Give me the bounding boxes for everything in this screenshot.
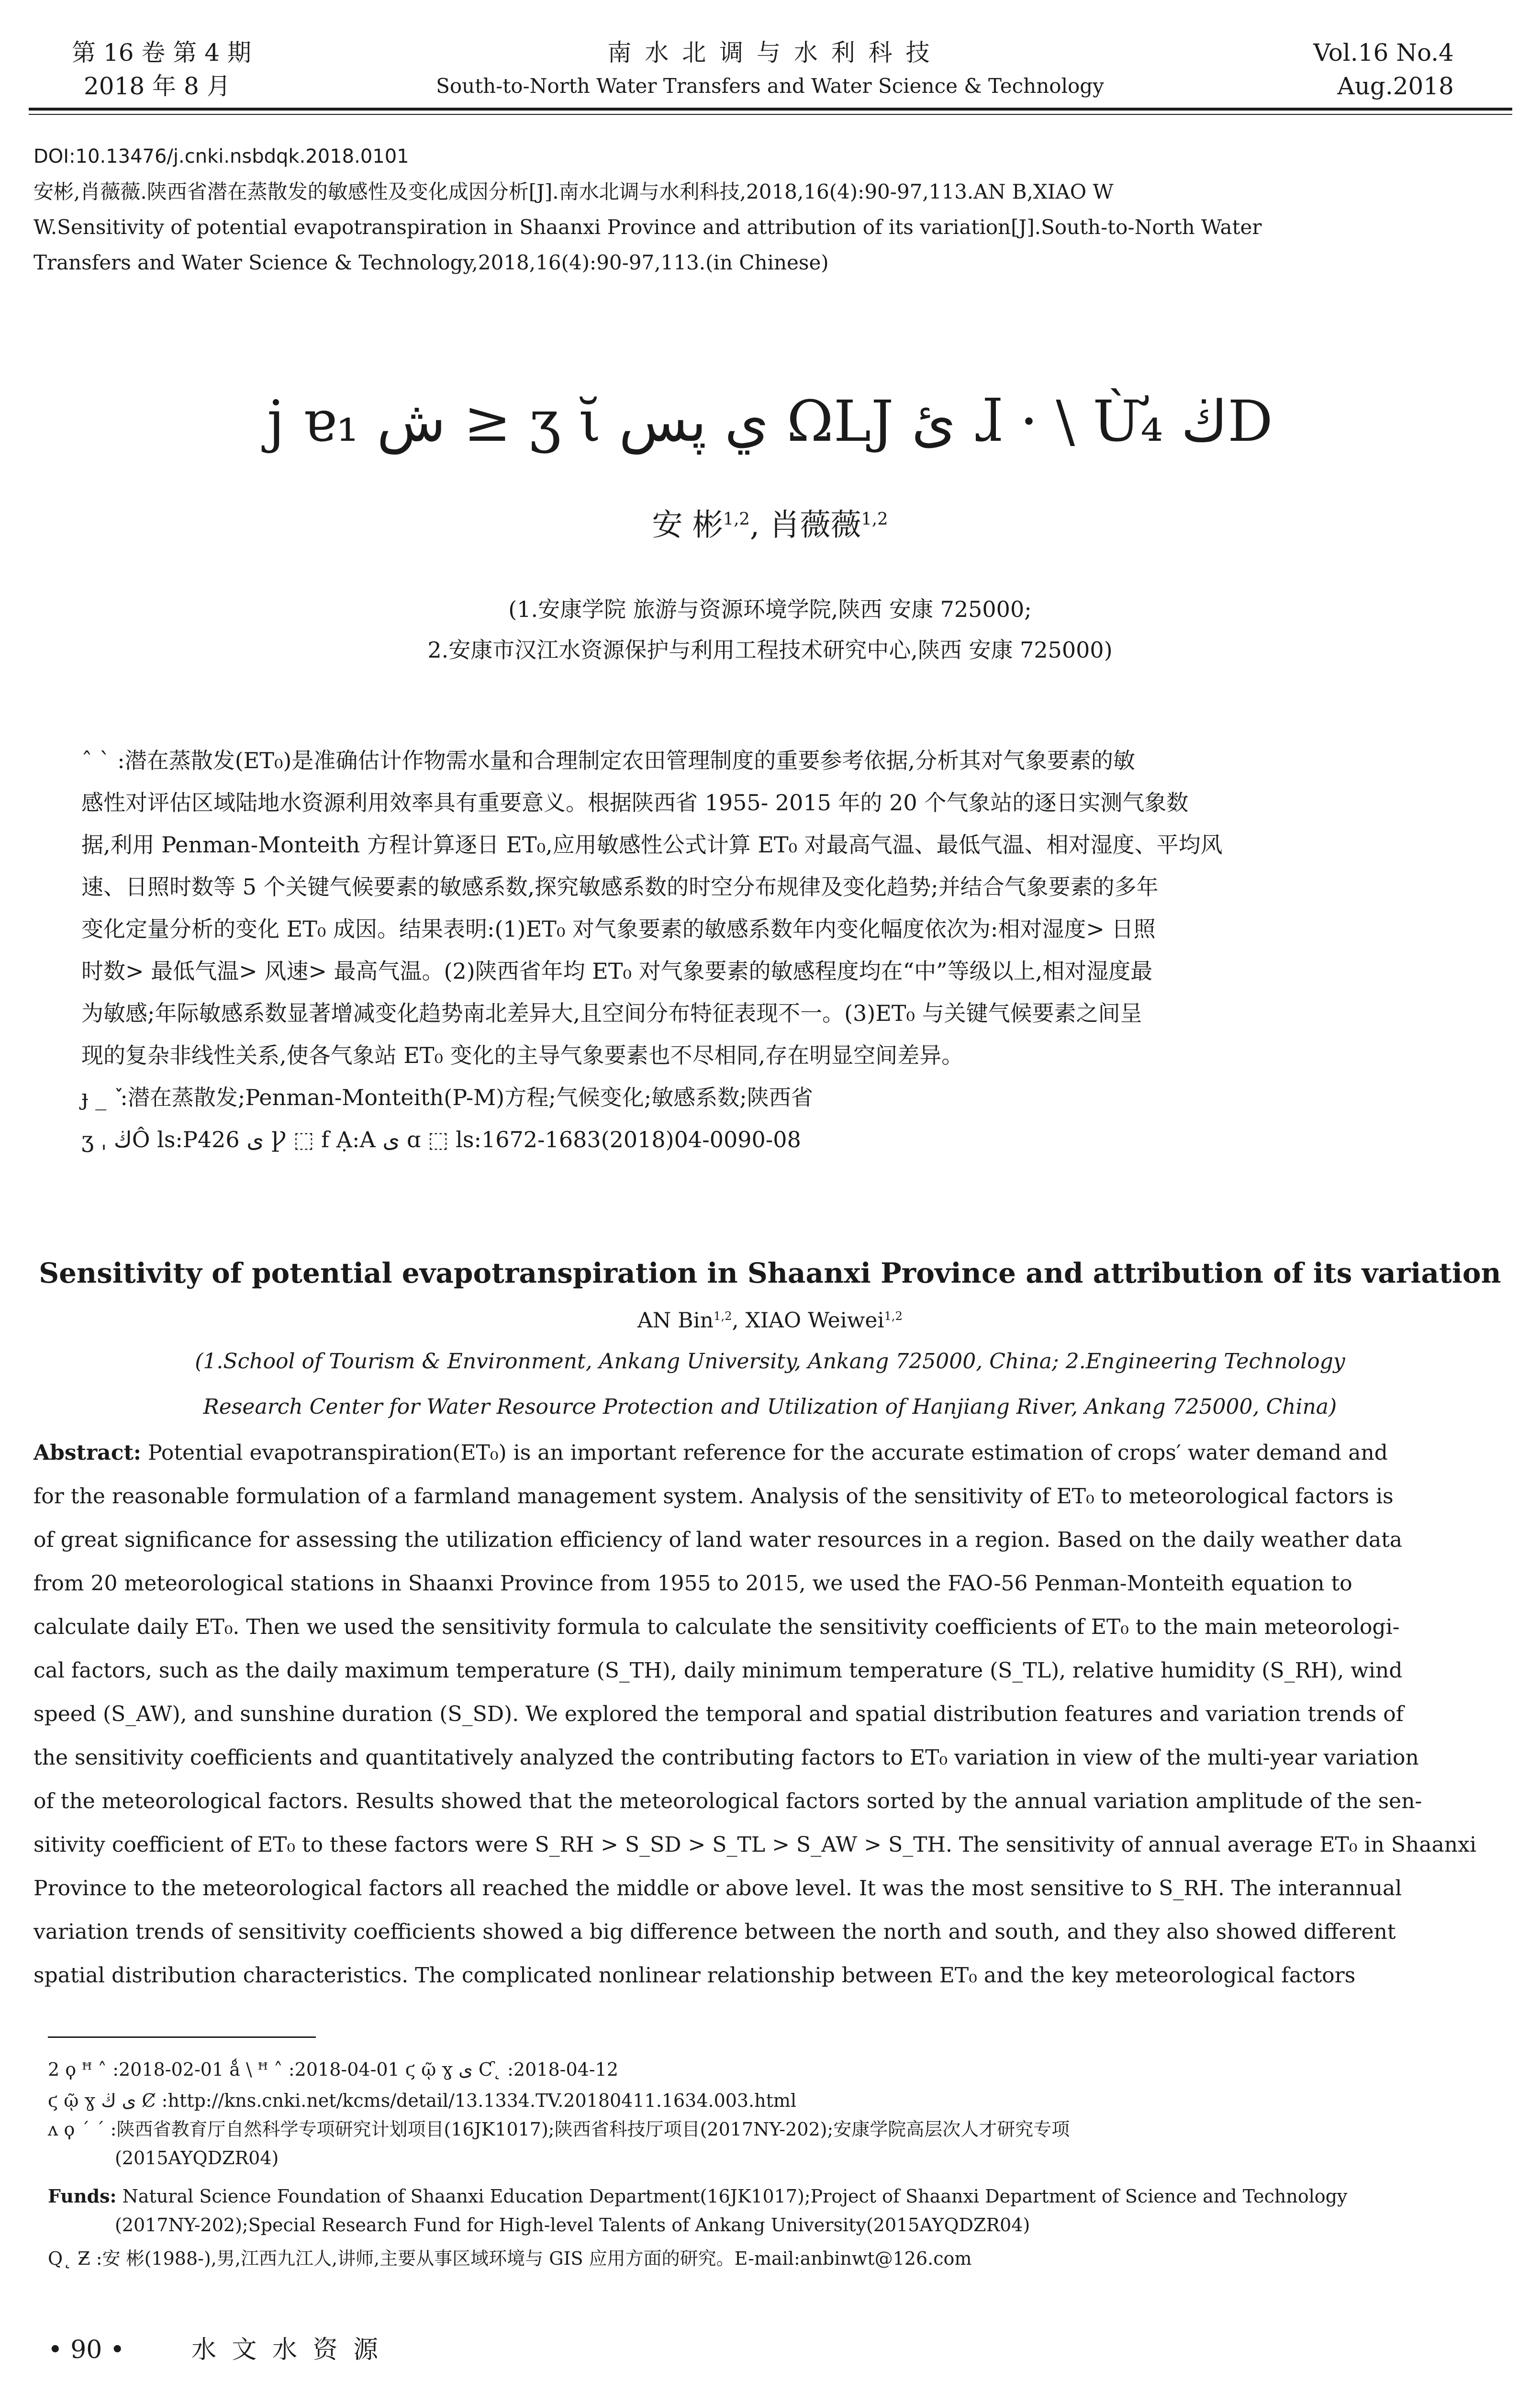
doi-link[interactable]: DOI:10.13476/j.cnki.nsbdqk.2018.0101 <box>33 145 409 168</box>
abstract-en-line: spatial distribution characteristics. The complicated nonlinear relationship between ET₀ and the key meteorological factors <box>33 1963 1356 1988</box>
page-number: • 90 • <box>48 2336 125 2364</box>
classification-codes: ʒ ˌ ڬÔ ls:P426 ى Ꝩ ⬚ f Ạ:A ى ɑ ⬚ ls:1672-1683(2018)04-0090-08 <box>81 1127 801 1152</box>
abstract-en-line: the sensitivity coefficients and quantitatively analyzed the contributing factors to ET₀ variation in view of the multi-year variation <box>33 1745 1419 1770</box>
abstract-cn-line: 时数> 最低气温> 风速> 最高气温。(2)陕西省年均 ET₀ 对气象要素的敏感程度均在“中”等级以上,相对湿度最 <box>81 958 1153 984</box>
author-sup: 1,2 <box>714 1309 732 1323</box>
header-rule-thin <box>29 114 1512 115</box>
abstract-cn <box>81 739 1460 1161</box>
abstract-en <box>33 1431 1507 1997</box>
abstract-en-line: calculate daily ET₀. Then we used the sensitivity formula to calculate the sensitivity coefficients of ET₀ to the main meteorologi- <box>33 1615 1400 1639</box>
journal-name-cn: 南 水 北 调 与 水 利 科 技 <box>607 39 933 67</box>
abstract-cn-label: ˆ ˋ : <box>81 748 125 773</box>
abstract-en-line: for the reasonable formulation of a farmland management system. Analysis of the sensitivity of ET₀ to meteorological factors is <box>33 1484 1394 1509</box>
abstract-cn-line: 现的复杂非线性关系,使各气象站 ET₀ 变化的主导气象要素也不尽相同,存在明显空间差异。 <box>81 1042 964 1068</box>
funds-en-text: Natural Science Foundation of Shaanxi Education Department(16JK1017);Project of Shaanxi Department of Science and Technology <box>122 2186 1348 2207</box>
abstract-en-line: cal factors, such as the daily maximum temperature (S_TH), daily minimum temperature (S_TL), relative humidity (S_RH), wind <box>33 1658 1403 1683</box>
author-sup: 1,2 <box>723 509 750 529</box>
footnote-fund-cn-2: (2015AYQDZR04) <box>115 2147 279 2169</box>
abstract-cn-line: 据,利用 Penman-Monteith 方程计算逐日 ET₀,应用敏感性公式计算 ET₀ 对最高气温、最低气温、相对湿度、平均风 <box>81 832 1223 858</box>
abstract-cn-line: 为敏感;年际敏感系数显著增减变化趋势南北差异大,且空间分布特征表现不一。(3)ET₀ 与关键气候要素之间呈 <box>81 1000 1142 1026</box>
footnote-fund-cn-1: ʌ ϙ ˊ ˊ :陕西省教育厅自然科学专项研究计划项目(16JK1017);陕西省科技厅项目(2017NY-202);安康学院高层次人才研究专项 <box>48 2119 1070 2140</box>
affiliation-cn-2: 2.安康市汉江水资源保护与利用工程技术研究中心,陕西 安康 725000) <box>427 637 1113 663</box>
abstract-en-line: variation trends of sensitivity coefficients showed a big difference between the north and south, and they also showed different <box>33 1920 1396 1944</box>
footnote-funds-en-1 <box>48 2182 1522 2210</box>
issue-date-en: Aug.2018 <box>1337 72 1454 100</box>
abstract-en-line: sitivity coefficient of ET₀ to these factors were S_RH > S_SD > S_TL > S_AW > S_TH. The sensitivity of annual average ET₀ in Shaanxi <box>33 1833 1477 1857</box>
author-an-bin: 安 彬 <box>652 507 723 543</box>
journal-name-en: South-to-North Water Transfers and Water Science & Technology <box>436 74 1104 98</box>
abstract-en-line: of the meteorological factors. Results showed that the meteorological factors sorted by the annual variation amplitude of the sen- <box>33 1789 1422 1813</box>
citation-block <box>33 139 1507 280</box>
author-sup: 1,2 <box>884 1309 903 1323</box>
author-en-an: AN Bin <box>637 1308 714 1333</box>
abstract-en-line: Potential evapotranspiration(ET₀) is an important reference for the accurate estimation of crops′ water demand and <box>148 1441 1388 1465</box>
abstract-cn-line: 速、日照时数等 5 个关键气候要素的敏感系数,探究敏感系数的时空分布规律及变化趋势;并结合气象要素的多年 <box>81 874 1159 900</box>
affiliation-cn-1: (1.安康学院 旅游与资源环境学院,陕西 安康 725000; <box>508 596 1032 622</box>
article-title-en: Sensitivity of potential evapotranspiration in Shaanxi Province and attribution of its variation <box>39 1257 1501 1289</box>
footnote-rule <box>48 2036 316 2038</box>
abstract-en-line: from 20 meteorological stations in Shaanxi Province from 1955 to 2015, we used the FAO-56 Penman-Monteith equation to <box>33 1571 1352 1596</box>
abstract-en-line: Province to the meteorological factors all reached the middle or above level. It was the most sensitive to S_RH. The interannual <box>33 1876 1402 1901</box>
keywords-cn: ɟ _ ٚ :潜在蒸散发;Penman-Monteith(P-M)方程;气候变化;敏感系数;陕西省 <box>81 1085 813 1110</box>
volume-issue: 第 16 卷 第 4 期 <box>72 39 251 67</box>
footnote-url[interactable]: ϛ ῷ ɣ ى ڬ Ȼ :http://kns.cnki.net/kcms/detail/13.1334.TV.20180411.1634.003.html <box>48 2090 797 2111</box>
footnote-funds-en-2: (2017NY-202);Special Research Fund for High-level Talents of Ankang University(2015AYQDZR04) <box>115 2214 1030 2236</box>
affiliation-en-1: (1.School of Tourism & Environment, Ankang University, Ankang 725000, China; 2.Engineering Technology <box>195 1349 1345 1374</box>
footnote-author-info: Q˛ Ƶ :安 彬(1988-),男,江西九江人,讲师,主要从事区域环境与 GIS 应用方面的研究。E-mail:anbinwt@126.com <box>48 2248 972 2269</box>
issue-date: 2018 年 8 月 <box>84 72 231 100</box>
abstract-en-label: Abstract: <box>33 1441 142 1465</box>
citation-en-1: W.Sensitivity of potential evapotranspiration in Shaanxi Province and attribution of its variation[J].South-to-North Water <box>33 215 1262 239</box>
authors-cn <box>0 500 1540 544</box>
citation-en-2: Transfers and Water Science & Technology,2018,16(4):90-97,113.(in Chinese) <box>33 251 829 274</box>
vol-no-en: Vol.16 No.4 <box>1313 39 1454 67</box>
section-name: 水 文 水 资 源 <box>191 2336 382 2364</box>
funds-label: Funds: <box>48 2185 117 2207</box>
authors-en <box>0 1302 1540 1335</box>
footnote-dates: 2 ϙ ꟸ ˄ :2018-02-01 ǻ \ ꟸ ˄ :2018-04-01 ϛ ῷ ɣ ى Ƈ˛ :2018-04-12 <box>48 2059 619 2080</box>
author-en-xiao: , XIAO Weiwei <box>732 1308 884 1333</box>
abstract-cn-line: 潜在蒸散发(ET₀)是准确估计作物需水量和合理制定农田管理制度的重要参考依据,分析其对气象要素的敏 <box>124 748 1135 773</box>
author-xiao: , 肖薇薇 <box>749 507 861 543</box>
article-title-cn: ϳ ɐ₁ ش ≥ ʒ ῐ ي پس ΩǇ ئ ɺ · \ Ừ₄ ڬD <box>267 388 1273 454</box>
abstract-cn-line: 感性对评估区域陆地水资源利用效率具有重要意义。根据陕西省 1955- 2015 年的 20 个气象站的逐日实测气象数 <box>81 790 1189 816</box>
author-sup: 1,2 <box>861 509 888 529</box>
header-rule-thick <box>29 108 1512 111</box>
abstract-en-line: speed (S_AW), and sunshine duration (S_SD). We explored the temporal and spatial distribution features and variation trends of <box>33 1702 1404 1726</box>
abstract-cn-line: 变化定量分析的变化 ET₀ 成因。结果表明:(1)ET₀ 对气象要素的敏感系数年内变化幅度依次为:相对湿度> 日照 <box>81 916 1156 942</box>
abstract-en-line: of great significance for assessing the utilization efficiency of land water resources in a region. Based on the daily weather data <box>33 1528 1403 1552</box>
affiliation-en-2: Research Center for Water Resource Protection and Utilization of Hanjiang River, Ankang 725000, China) <box>203 1395 1337 1419</box>
citation-cn: 安彬,肖薇薇.陕西省潜在蒸散发的敏感性及变化成因分析[J].南水北调与水利科技,2018,16(4):90-97,113.AN B,XIAO W <box>33 180 1114 203</box>
